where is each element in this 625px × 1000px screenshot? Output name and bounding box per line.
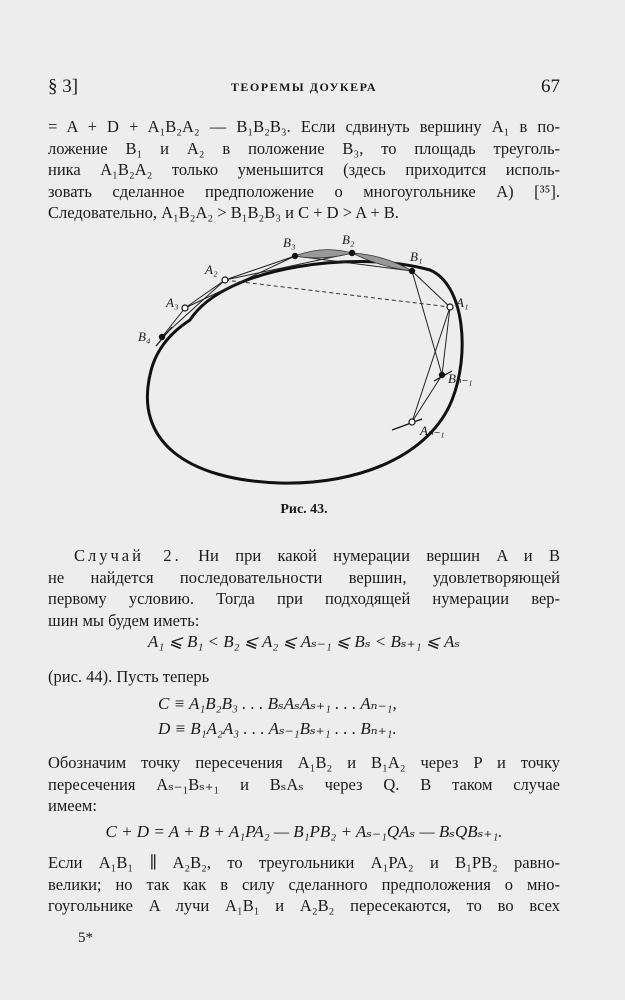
page-header	[48, 76, 560, 100]
edge-bn1-an1	[412, 375, 442, 422]
label-bn1: Bₙ₋₁	[448, 371, 473, 386]
paragraph-4	[48, 752, 560, 817]
edge-a1-an1	[412, 307, 450, 422]
vertex-bn1	[439, 372, 445, 378]
vertex-b2	[349, 250, 355, 256]
signature-mark: 5*	[78, 930, 93, 946]
outer-curve	[147, 262, 462, 484]
text-line: первому условию. Тогда при подходящей нумерации вер-	[48, 589, 560, 608]
paragraph-5	[48, 852, 560, 917]
label-an1: Aₙ₋₁	[420, 423, 445, 438]
text-line: Если A₁B₁ ∥ A₂B₂, то треугольники A₁PA₂ и B₁PB₂ равно-	[48, 853, 560, 872]
figure-caption: Рис. 43.	[280, 502, 328, 517]
text-line: Следовательно, A₁B₂A₂ > B₁B₂B₃ и C + D > A + B.	[48, 203, 399, 222]
formula-sum: C + D = A + B + A₁PA₂ — B₁PB₂ + Aₛ₋₁QAₛ — BₛQBₛ₊₁.	[105, 822, 503, 841]
text-line: Обозначим точку пересечения A₁B₂ и B₁A₂ через P и точку	[48, 753, 560, 772]
text-line	[48, 545, 560, 567]
text-line: гоугольнике A лучи A₁B₁ и A₂B₂ пересекаются, то во всех	[48, 896, 560, 915]
text-line: (рис. 44). Пусть теперь	[48, 667, 210, 686]
text-line: ника A₁B₂A₂ только уменьшится (здесь приходится исполь-	[48, 160, 560, 179]
tick-an1	[392, 419, 422, 430]
text-line: ложение B₁ и A₂ в положение B₃, то площадь треуголь-	[48, 138, 560, 158]
formula-d-def: D ≡ B₁A₂A₃ . . . Aₛ₋₁Bₛ₊₁ . . . Bₙ₊₁.	[158, 719, 397, 738]
vertex-a3	[182, 305, 188, 311]
label-a2: A₂	[205, 262, 218, 277]
text-line: зовать сделанное предположение о многоугольнике A) [³⁵].	[48, 181, 560, 201]
label-a1: A₁	[456, 295, 469, 310]
vertex-b1	[409, 268, 415, 274]
text-line: имеем:	[48, 796, 97, 815]
vertex-a2	[222, 277, 228, 283]
figure-43	[130, 225, 473, 500]
vertex-b3	[292, 253, 298, 259]
label-b2: B₂	[342, 232, 355, 247]
running-title: ТЕОРЕМЫ ДОУКЕРА	[230, 80, 378, 94]
label-b3: B₃	[283, 235, 296, 250]
text-line: шин мы будем иметь:	[48, 610, 200, 630]
text-line: велики; но так как в силу сделанного предположения о мно-	[48, 874, 560, 894]
text-line: пересечения Aₛ₋₁Bₛ₊₁ и BₛAₛ через Q. В таком случае	[48, 774, 560, 794]
paragraph-1	[48, 116, 560, 224]
paragraph-3	[48, 666, 560, 688]
formula-inequality: A₁ ⩽ B₁ < B₂ ⩽ A₂ ⩽ Aₛ₋₁ ⩽ Bₛ < Bₛ₊₁ ⩽ Aₛ	[147, 632, 461, 651]
case-text: Ни при какой нумерации вершин A и B	[198, 546, 561, 565]
vertex-an1	[409, 419, 415, 425]
paragraph-2	[48, 545, 560, 631]
hatched-region-left	[295, 250, 352, 258]
text-line: не найдется последовательности вершин, удовлетворяющей	[48, 567, 560, 587]
label-a3: A₃	[166, 295, 179, 310]
vertex-b4	[159, 334, 165, 340]
label-b4: B₄	[138, 329, 151, 344]
edge-a1-bn1	[442, 307, 450, 375]
vertex-a1	[447, 304, 453, 310]
formula-c-def: C ≡ A₁B₂B₃ . . . BₛAₛAₛ₊₁ . . . Aₙ₋₁,	[158, 694, 397, 713]
section-number: § 3]	[48, 76, 79, 97]
case-heading: Случай 2.	[74, 546, 182, 565]
page-number: 67	[541, 76, 560, 97]
label-b1: B₁	[410, 249, 423, 264]
ellipse-diagram	[130, 225, 473, 495]
edge-b1-bn1	[412, 271, 442, 375]
text-line: = A + D + A₁B₂A₂ — B₁B₂B₃. Если сдвинуть вершину A₁ в по-	[48, 117, 560, 136]
